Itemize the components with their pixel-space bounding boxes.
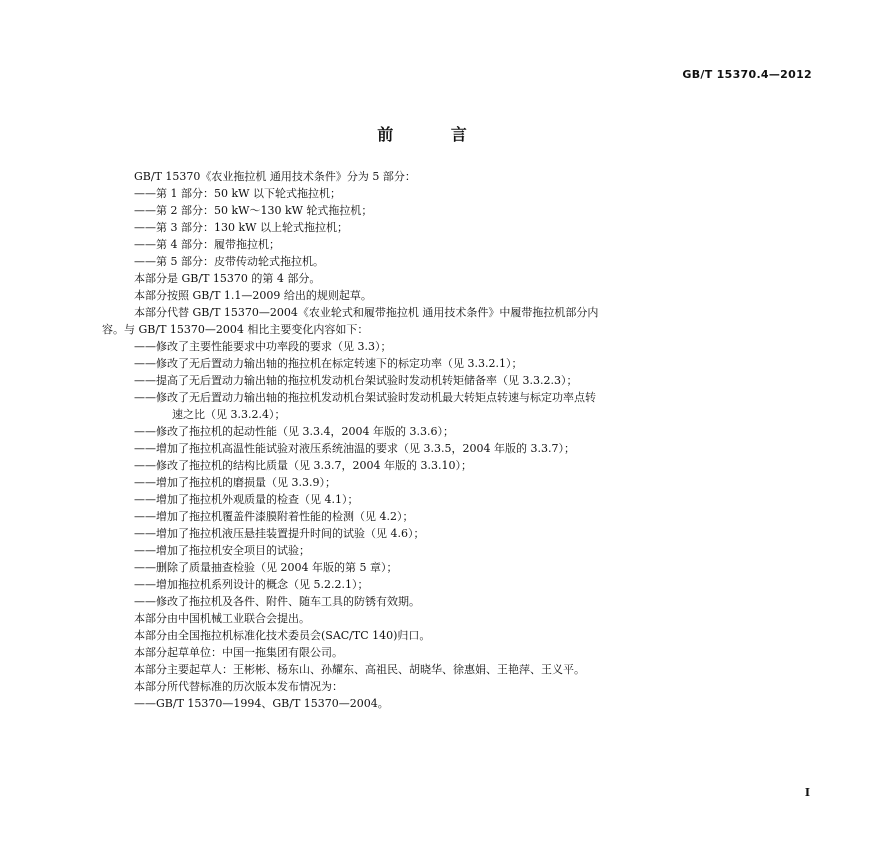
list-item: ——增加了拖拉机覆盖件漆膜附着性能的检测（见 4.2）； [134,510,414,523]
list-item: ——修改了无后置动力输出轴的拖拉机在标定转速下的标定功率（见 3.3.2.1）； [134,357,523,370]
list-item: ——增加了拖拉机外观质量的检查（见 4.1）； [134,493,359,506]
list-item: ——修改了无后置动力输出轴的拖拉机发动机台架试验时发动机最大转矩点转速与标定功率点转 [134,391,596,404]
list-item: ——第 5 部分：皮带传动轮式拖拉机。 [134,255,324,268]
page-number: I [804,786,810,799]
paragraph-line: GB/T 15370《农业拖拉机 通用技术条件》分为 5 部分： [134,170,416,183]
list-item: ——修改了拖拉机的结构比质量（见 3.3.7，2004 年版的 3.3.10）； [134,459,472,472]
list-item: ——增加了拖拉机高温性能试验对液压系统油温的要求（见 3.3.5，2004 年版的 3.3.7）； [134,442,575,455]
list-item: ——增加拖拉机系列设计的概念（见 5.2.2.1）； [134,578,369,591]
list-item: ——增加了拖拉机安全项目的试验； [134,544,310,557]
list-item: ——增加了拖拉机液压悬挂装置提升时间的试验（见 4.6）； [134,527,425,540]
paragraph-line: 本部分起草单位：中国一拖集团有限公司。 [134,646,343,659]
list-item: ——修改了拖拉机及各件、附件、随车工具的防锈有效期。 [134,595,420,608]
paragraph-line: 本部分由全国拖拉机标准化技术委员会(SAC/TC 140)归口。 [134,629,431,642]
paragraph-line: 容。与 GB/T 15370—2004 相比主要变化内容如下： [102,323,369,336]
list-item: ——第 1 部分：50 kW 以下轮式拖拉机； [134,187,341,200]
list-item: ——修改了主要性能要求中功率段的要求（见 3.3）； [134,340,392,353]
list-item: ——增加了拖拉机的磨损量（见 3.3.9）； [134,476,336,489]
paragraph-line: 本部分由中国机械工业联合会提出。 [134,612,310,625]
paragraph-line: 本部分主要起草人：王彬彬、杨东山、孙耀东、高祖民、胡晓华、徐惠娟、王艳萍、王义平。 [134,663,585,676]
foreword-body [102,168,802,712]
list-item: ——第 2 部分：50 kW～130 kW 轮式拖拉机； [134,204,373,217]
list-item-continuation: 速之比（见 3.3.2.4）； [172,408,286,421]
paragraph-line: 本部分代替 GB/T 15370—2004《农业轮式和履带拖拉机 通用技术条件》中履带拖拉机部分内 [134,306,599,319]
paragraph-line: 本部分按照 GB/T 1.1—2009 给出的规则起草。 [134,289,372,302]
standard-number: GB/T 15370.4—2012 [682,68,812,81]
list-item: ——提高了无后置动力输出轴的拖拉机发动机台架试验时发动机转矩储备率（见 3.3.2.3）； [134,374,578,387]
paragraph-line: 本部分是 GB/T 15370 的第 4 部分。 [134,272,321,285]
list-item: ——第 3 部分：130 kW 以上轮式拖拉机； [134,221,348,234]
list-item: ——GB/T 15370—1994、GB/T 15370—2004。 [134,697,389,710]
list-item: ——第 4 部分：履带拖拉机； [134,238,280,251]
list-item: ——删除了质量抽查检验（见 2004 年版的第 5 章）； [134,561,398,574]
page-title: 前 言 [377,125,493,144]
paragraph-line: 本部分所代替标准的历次版本发布情况为： [134,680,343,693]
list-item: ——修改了拖拉机的起动性能（见 3.3.4，2004 年版的 3.3.6）； [134,425,454,438]
